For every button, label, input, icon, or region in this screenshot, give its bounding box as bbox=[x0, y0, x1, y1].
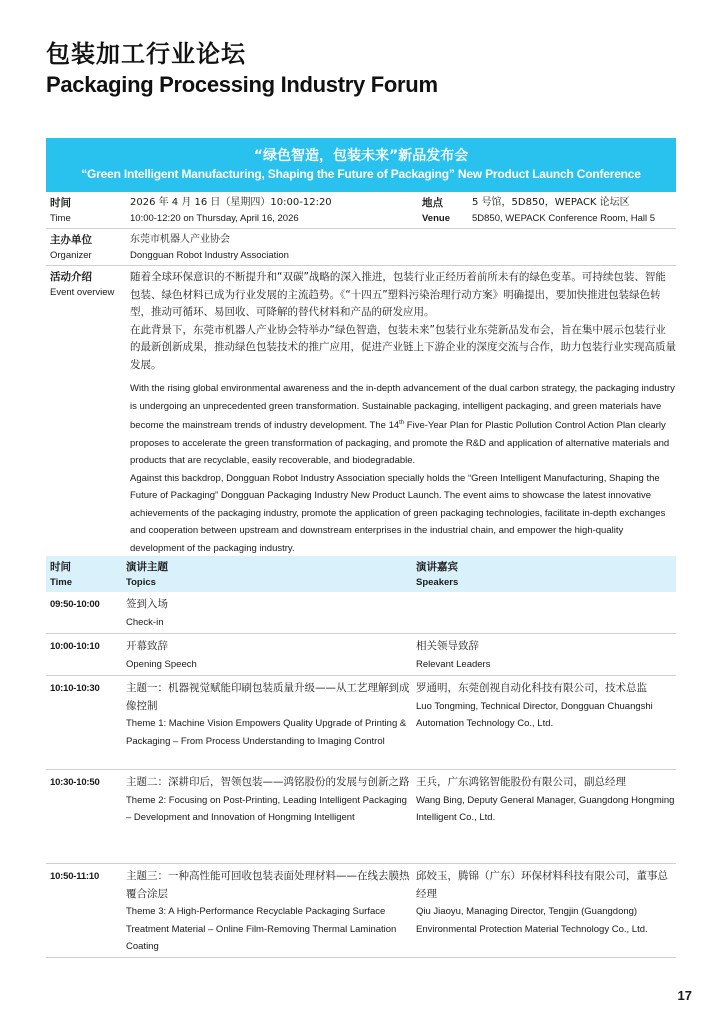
session-topic-en: Theme 3: A High-Performance Recyclable Packaging Surface Treatment Material – Online Film-Removing Thermal Lamination Coating bbox=[126, 906, 397, 952]
event-banner bbox=[46, 138, 676, 192]
venue-label bbox=[422, 195, 472, 228]
session-time: 10:50-11:10 bbox=[50, 871, 100, 882]
table-row bbox=[46, 864, 676, 958]
session-time: 10:00-10:10 bbox=[50, 641, 100, 652]
venue-value-zh: 5 号馆，5D850，WEPACK 论坛区 bbox=[472, 197, 630, 208]
session-speaker-en: Luo Tongming, Technical Director, Dongguan Chuangshi Automation Technology Co., Ltd. bbox=[416, 700, 653, 729]
table-row bbox=[46, 676, 676, 770]
schedule-header bbox=[46, 556, 676, 592]
time-value-zh: 2026 年 4 月 16 日（星期四）10:00-12:20 bbox=[130, 197, 332, 208]
session-topic-en: Theme 1: Machine Vision Empowers Quality Upgrade of Printing & Packaging – From Process Understanding to Imaging Control bbox=[126, 718, 407, 747]
session-time: 09:50-10:00 bbox=[50, 599, 100, 610]
forum-title-zh: 包装加工行业论坛 bbox=[46, 40, 246, 68]
session-topic bbox=[126, 638, 416, 673]
session-topic-en: Opening Speech bbox=[126, 658, 197, 670]
session-speaker-en: Wang Bing, Deputy General Manager, Guangdong Hongming Intelligent Co., Ltd. bbox=[416, 794, 675, 823]
overview-text bbox=[130, 269, 676, 556]
overview-paragraph-en-1 bbox=[130, 380, 676, 470]
schedule-header-time-en: Time bbox=[50, 577, 73, 588]
overview-paragraph-zh-1: 随着全球环保意识的不断提升和“双碳”战略的深入推进，包装行业正经历着前所未有的绿色变革。可持续包装、智能包装、绿色材料已成为行业发展的主流趋势。《“十四五”塑料污染治理行动方案》明确提出，要加快推进包装绿色转型，推动可循环、易回收、可降解的替代材料和产品的研发应用。 bbox=[130, 271, 666, 318]
session-time: 10:30-10:50 bbox=[50, 777, 100, 788]
session-speaker bbox=[416, 638, 676, 673]
time-label-en: Time bbox=[50, 213, 71, 224]
table-row bbox=[46, 634, 676, 676]
session-topic-zh: 签到入场 bbox=[126, 598, 168, 610]
organizer-label-zh: 主办单位 bbox=[50, 234, 92, 246]
schedule-header-speakers bbox=[416, 559, 676, 592]
session-speaker-zh: 邱姣玉，腾锦（广东）环保材料科技有限公司，董事总经理 bbox=[416, 870, 668, 900]
time-label-zh: 时间 bbox=[50, 197, 71, 209]
organizer-label-en: Organizer bbox=[50, 250, 92, 261]
session-topic bbox=[126, 680, 416, 767]
session-speaker-zh: 王兵，广东鸿铭智能股份有限公司，副总经理 bbox=[416, 776, 626, 788]
event-title-en: “Green Intelligent Manufacturing, Shaping the Future of Packaging” New Product Launch Conference bbox=[81, 167, 641, 181]
event-title-zh: “绿色智造，包装未来”新品发布会 bbox=[253, 148, 469, 164]
schedule-header-speakers-en: Speakers bbox=[416, 577, 459, 588]
session-speaker-en: Qiu Jiaoyu, Managing Director, Tengjin (Guangdong) Environmental Protection Material Technology Co., Ltd. bbox=[416, 906, 648, 935]
session-speaker-en: Relevant Leaders bbox=[416, 658, 491, 670]
session-speaker bbox=[416, 774, 676, 861]
session-speaker bbox=[416, 596, 676, 631]
page-number: 17 bbox=[677, 988, 692, 1003]
session-topic bbox=[126, 596, 416, 631]
overview-paragraph-zh-2: 在此背景下，东莞市机器人产业协会特举办“绿色智造，包装未来”包装行业东莞新品发布会，旨在集中展示包装行业的最新创新成果，推动绿色包装技术的推广应用，促进产业链上下游企业的深度交流与合作，助力包装行业实现高质量发展。 bbox=[130, 323, 676, 371]
venue-value bbox=[472, 195, 655, 228]
session-topic-zh: 开幕致辞 bbox=[126, 640, 168, 652]
session-topic-zh: 主题三：一种高性能可回收包装表面处理材料——在线去膜热覆合涂层 bbox=[126, 870, 410, 900]
session-topic-en: Check-in bbox=[126, 616, 164, 628]
session-speaker-zh: 罗通明，东莞创视自动化科技有限公司，技术总监 bbox=[416, 682, 647, 694]
event-card bbox=[46, 138, 676, 958]
table-row bbox=[46, 592, 676, 634]
time-label bbox=[46, 195, 130, 228]
overview-row bbox=[46, 266, 676, 556]
table-row bbox=[46, 770, 676, 864]
organizer-value-en: Dongguan Robot Industry Association bbox=[130, 250, 289, 261]
schedule-header-topics bbox=[126, 559, 416, 592]
session-time: 10:10-10:30 bbox=[50, 683, 100, 694]
session-topic bbox=[126, 774, 416, 861]
page-header bbox=[46, 38, 438, 100]
overview-label-zh: 活动介绍 bbox=[50, 271, 92, 283]
overview-label bbox=[46, 269, 130, 556]
session-topic-en: Theme 2: Focusing on Post-Printing, Leading Intelligent Packaging – Development and Innovation of Hongming Intelligent bbox=[126, 794, 407, 823]
organizer-value-zh: 东莞市机器人产业协会 bbox=[130, 234, 230, 245]
organizer-row bbox=[46, 229, 676, 266]
session-speaker bbox=[416, 868, 676, 955]
forum-title-en: Packaging Processing Industry Forum bbox=[46, 72, 438, 97]
time-value bbox=[130, 195, 422, 228]
overview-en-1-part-b: Five-Year Plan for Plastic Pollution Control Action Plan clearly proposes to accelerate the green transformation of packaging, and promote the R&D and application of alternative materials and products that are recyclable, easily recoverable, and biodegradable. bbox=[130, 420, 670, 467]
organizer-value bbox=[130, 232, 289, 265]
session-topic-zh: 主题一：机器视觉赋能印刷包装质量升级——从工艺理解到成像控制 bbox=[126, 682, 410, 712]
overview-paragraph-en-2: Against this backdrop, Dongguan Robot Industry Association specially holds the “Green Intelligent Manufacturing, Shaping the Future of Packaging” Dongguan Packaging Industry New Product Launch. The event aims to showcase the latest innovative achievements of the packaging industry, promote the application of green packaging technologies, facilitate in-depth exchanges and cooperation between upstream and downstream enterprises in the industrial chain, and empower the high-quality development of the packaging industry. bbox=[130, 472, 666, 554]
schedule-header-time-zh: 时间 bbox=[50, 561, 71, 573]
session-topic-zh: 主题二：深耕印后，智领包装——鸿铭股份的发展与创新之路 bbox=[126, 776, 410, 788]
venue-label-en: Venue bbox=[422, 213, 450, 224]
organizer-label bbox=[46, 232, 130, 265]
time-venue-row bbox=[46, 192, 676, 229]
session-speaker bbox=[416, 680, 676, 767]
session-speaker-zh: 相关领导致辞 bbox=[416, 640, 479, 652]
schedule-header-topics-en: Topics bbox=[126, 577, 156, 588]
overview-en-1-sup: th bbox=[399, 420, 405, 426]
schedule-header-topics-zh: 演讲主题 bbox=[126, 561, 168, 573]
schedule-header-time bbox=[46, 559, 126, 592]
overview-en-1-part-a: With the rising global environmental awareness and the in-depth advancement of the dual carbon strategy, the packaging industry is undergoing an unprecedented green transformation. Sustainable packaging, intelligent packaging, and green materials have become the mainstream trends of industry development. The 14 bbox=[130, 383, 675, 432]
session-topic bbox=[126, 868, 416, 955]
venue-value-en: 5D850, WEPACK Conference Room, Hall 5 bbox=[472, 213, 656, 224]
venue-label-zh: 地点 bbox=[422, 197, 443, 209]
schedule-header-speakers-zh: 演讲嘉宾 bbox=[416, 561, 458, 573]
time-value-en: 10:00-12:20 on Thursday, April 16, 2026 bbox=[130, 213, 299, 224]
overview-label-en: Event overview bbox=[50, 287, 115, 298]
